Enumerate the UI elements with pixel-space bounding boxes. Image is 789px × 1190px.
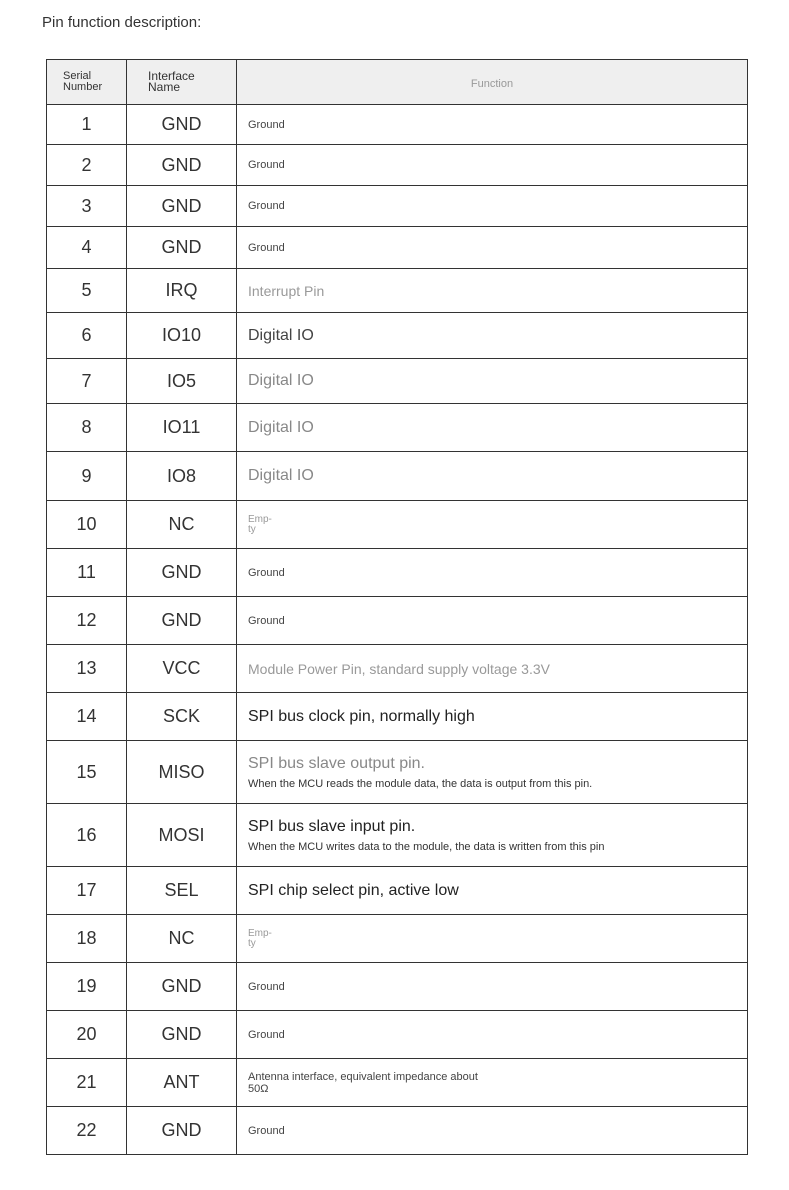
- function-cell: [237, 227, 748, 269]
- table-row: [47, 1107, 748, 1155]
- interface-name-cell: SCK: [127, 693, 237, 741]
- function-text: Digital IO: [248, 418, 314, 436]
- table-row: [47, 313, 748, 359]
- function-note: When the MCU reads the module data, the data is output from this pin.: [248, 777, 593, 790]
- function-text: SPI bus slave input pin.: [248, 817, 416, 835]
- function-cell: [237, 1059, 748, 1107]
- function-cell: [237, 693, 748, 741]
- header-interface-name: [127, 60, 237, 105]
- header-serial-line2: Number: [63, 81, 103, 93]
- serial-number-cell: 16: [47, 804, 127, 867]
- function-text: Interrupt Pin: [248, 282, 325, 299]
- table-row: [47, 145, 748, 186]
- function-cell: [237, 186, 748, 227]
- function-cell: [237, 549, 748, 597]
- page-title: Pin function description:: [42, 14, 202, 31]
- pin-function-table: [46, 59, 748, 1155]
- function-text-line: 50Ω: [248, 1082, 269, 1095]
- interface-name-cell: MISO: [127, 741, 237, 804]
- function-text-line: Antenna interface, equivalent impedance about: [248, 1070, 478, 1083]
- interface-name-cell: IO10: [127, 313, 237, 359]
- table-header-row: [47, 60, 748, 105]
- function-text: Digital IO: [248, 326, 314, 344]
- function-text: Ground: [248, 241, 285, 254]
- interface-name-cell: MOSI: [127, 804, 237, 867]
- table-row: [47, 693, 748, 741]
- table-row: [47, 867, 748, 915]
- serial-number-cell: 3: [47, 186, 127, 227]
- function-text: Ground: [248, 1028, 285, 1041]
- function-cell: [237, 404, 748, 452]
- interface-name-cell: IO11: [127, 404, 237, 452]
- function-cell: [237, 963, 748, 1011]
- table-row: [47, 452, 748, 501]
- interface-name-cell: GND: [127, 186, 237, 227]
- function-text: Digital IO: [248, 467, 314, 484]
- serial-number-cell: 6: [47, 313, 127, 359]
- serial-number-cell: 11: [47, 549, 127, 597]
- serial-number-cell: 14: [47, 693, 127, 741]
- function-text: Ground: [248, 566, 285, 579]
- function-cell: [237, 804, 748, 867]
- interface-name-cell: GND: [127, 1011, 237, 1059]
- table-row: [47, 269, 748, 313]
- serial-number-cell: 9: [47, 452, 127, 501]
- table-row: [47, 227, 748, 269]
- function-cell: [237, 741, 748, 804]
- serial-number-cell: 20: [47, 1011, 127, 1059]
- function-cell: [237, 313, 748, 359]
- table-row: [47, 549, 748, 597]
- table-row: [47, 1011, 748, 1059]
- function-text: SPI chip select pin, active low: [248, 881, 459, 899]
- interface-name-cell: GND: [127, 1107, 237, 1155]
- header-interface-line2: Name: [148, 80, 181, 94]
- serial-number-cell: 21: [47, 1059, 127, 1107]
- function-text: Ground: [248, 1124, 285, 1137]
- serial-number-cell: 4: [47, 227, 127, 269]
- function-text: Ground: [248, 118, 285, 131]
- function-text-line: ty: [248, 937, 256, 949]
- interface-name-cell: IO8: [127, 452, 237, 501]
- function-text: Digital IO: [248, 372, 314, 389]
- interface-name-cell: IRQ: [127, 269, 237, 313]
- table-row: [47, 804, 748, 867]
- table-row: [47, 186, 748, 227]
- function-cell: [237, 915, 748, 963]
- header-serial-line1: Serial: [63, 70, 92, 82]
- function-text: Ground: [248, 159, 285, 171]
- serial-number-cell: 1: [47, 105, 127, 145]
- function-text-line: ty: [248, 523, 256, 535]
- function-cell: [237, 452, 748, 501]
- header-serial-number: [47, 60, 127, 105]
- function-cell: [237, 105, 748, 145]
- interface-name-cell: GND: [127, 227, 237, 269]
- table-row: [47, 597, 748, 645]
- function-text: SPI bus clock pin, normally high: [248, 707, 475, 725]
- table-row: [47, 359, 748, 404]
- interface-name-cell: IO5: [127, 359, 237, 404]
- interface-name-cell: GND: [127, 963, 237, 1011]
- serial-number-cell: 15: [47, 741, 127, 804]
- serial-number-cell: 5: [47, 269, 127, 313]
- function-text: Module Power Pin, standard supply voltage 3.3V: [248, 660, 550, 677]
- interface-name-cell: GND: [127, 597, 237, 645]
- function-text: SPI bus slave output pin.: [248, 754, 425, 772]
- interface-name-cell: VCC: [127, 645, 237, 693]
- interface-name-cell: ANT: [127, 1059, 237, 1107]
- function-cell: [237, 645, 748, 693]
- table-row: [47, 963, 748, 1011]
- function-cell: [237, 359, 748, 404]
- function-text: Ground: [248, 980, 285, 993]
- interface-name-cell: NC: [127, 915, 237, 963]
- table-row: [47, 501, 748, 549]
- serial-number-cell: 8: [47, 404, 127, 452]
- serial-number-cell: 18: [47, 915, 127, 963]
- interface-name-cell: SEL: [127, 867, 237, 915]
- interface-name-cell: GND: [127, 145, 237, 186]
- serial-number-cell: 13: [47, 645, 127, 693]
- function-text: Ground: [248, 200, 285, 212]
- serial-number-cell: 12: [47, 597, 127, 645]
- interface-name-cell: GND: [127, 549, 237, 597]
- interface-name-cell: GND: [127, 105, 237, 145]
- function-text-line: Emp-: [248, 927, 272, 939]
- serial-number-cell: 22: [47, 1107, 127, 1155]
- table-row: [47, 1059, 748, 1107]
- serial-number-cell: 7: [47, 359, 127, 404]
- function-cell: [237, 597, 748, 645]
- serial-number-cell: 19: [47, 963, 127, 1011]
- function-cell: [237, 145, 748, 186]
- function-cell: [237, 867, 748, 915]
- table-row: [47, 105, 748, 145]
- interface-name-cell: NC: [127, 501, 237, 549]
- table-row: [47, 404, 748, 452]
- header-interface-line1: Interface: [148, 69, 195, 83]
- serial-number-cell: 17: [47, 867, 127, 915]
- function-note: When the MCU writes data to the module, the data is written from this pin: [248, 840, 605, 853]
- function-text-line: Emp-: [248, 513, 272, 525]
- table-row: [47, 741, 748, 804]
- function-cell: [237, 1011, 748, 1059]
- serial-number-cell: 2: [47, 145, 127, 186]
- header-function: Function: [237, 60, 748, 105]
- function-cell: [237, 501, 748, 549]
- function-cell: [237, 1107, 748, 1155]
- serial-number-cell: 10: [47, 501, 127, 549]
- table-row: [47, 645, 748, 693]
- table-row: [47, 915, 748, 963]
- function-cell: [237, 269, 748, 313]
- function-text: Ground: [248, 614, 285, 627]
